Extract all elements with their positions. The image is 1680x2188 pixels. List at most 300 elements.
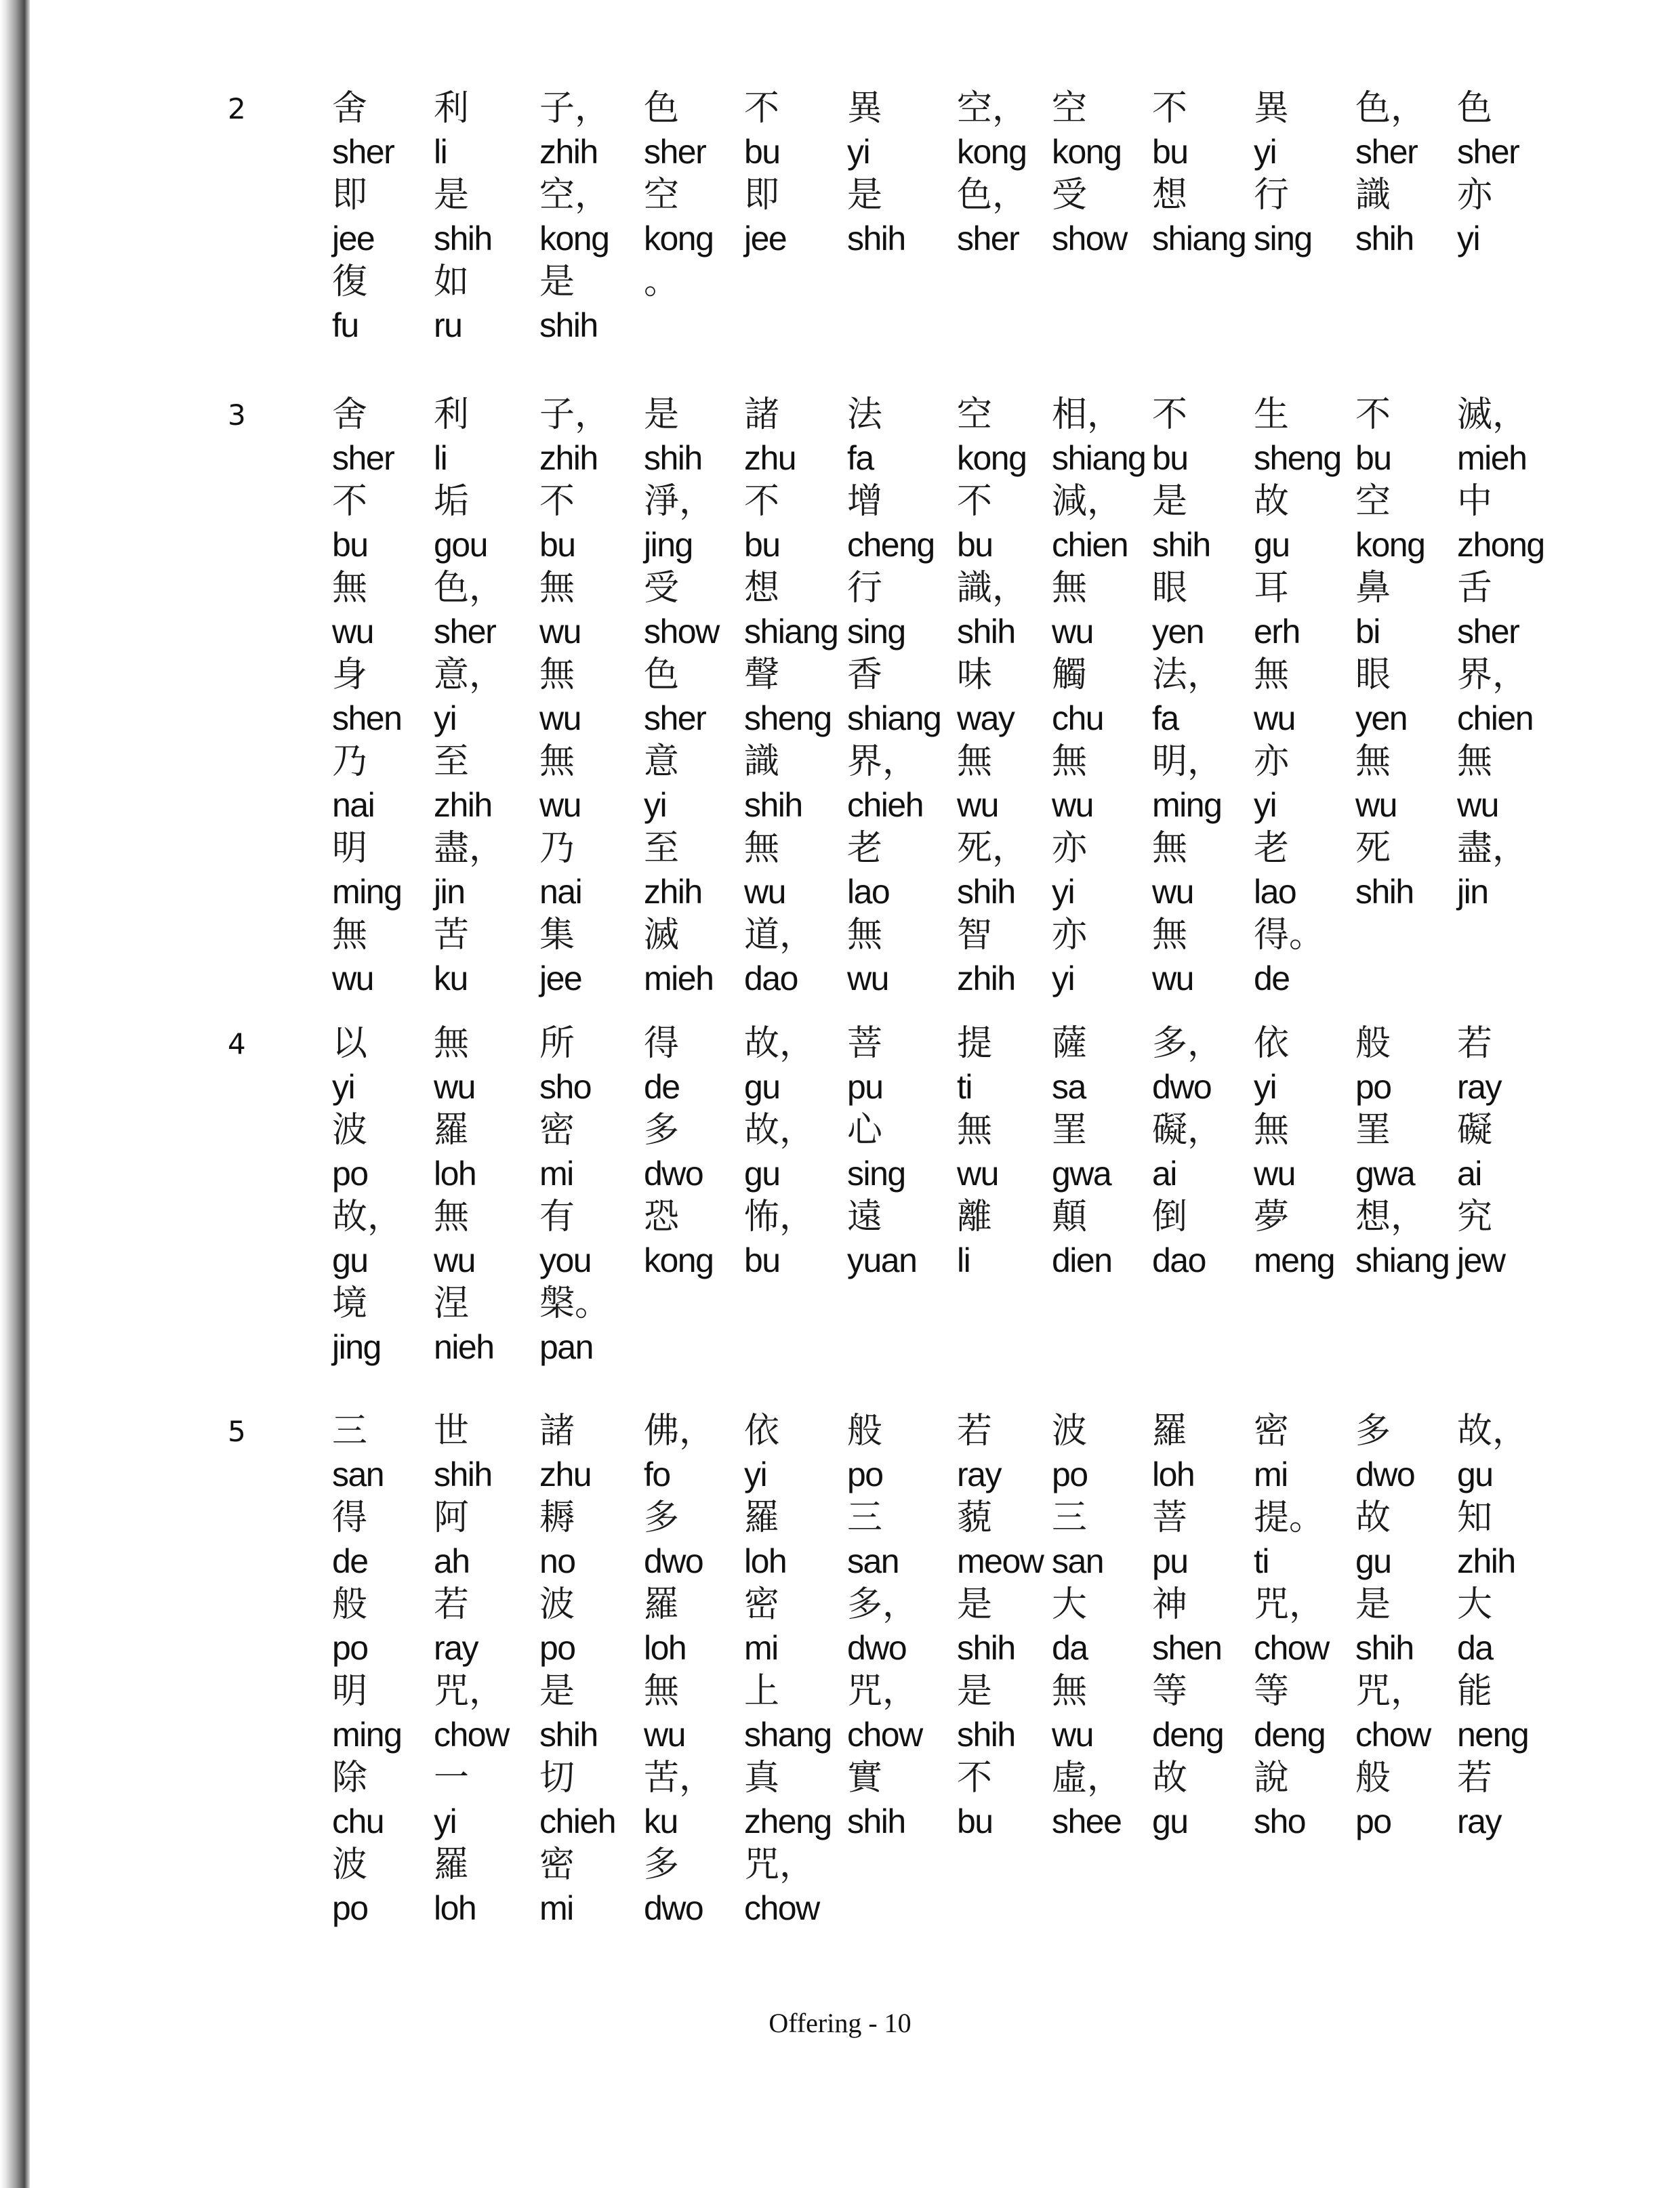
romanized-syllable: gu — [1152, 1802, 1188, 1840]
romanized-syllable: dwo — [644, 1889, 703, 1927]
romanized-syllable: po — [1355, 1068, 1391, 1106]
chinese-char: 藐 — [957, 1498, 993, 1538]
romanized-syllable: wu — [332, 959, 373, 997]
chinese-char: 法 — [847, 394, 883, 435]
chinese-char: 無 — [1254, 655, 1290, 695]
chinese-char: 受 — [644, 568, 680, 608]
chinese-line — [0, 1756, 1680, 1800]
romanized-syllable: kong — [1052, 133, 1122, 171]
chinese-char: 無 — [957, 1110, 993, 1151]
romanized-syllable: shih — [744, 786, 802, 824]
chinese-char: 耨 — [539, 1498, 575, 1538]
chinese-char: 不 — [957, 481, 993, 522]
section-number: 2 — [228, 92, 246, 125]
romanized-syllable: zhu — [744, 439, 796, 477]
chinese-char: 密 — [1254, 1411, 1290, 1451]
chinese-char: 故 — [1355, 1498, 1391, 1538]
romanized-syllable: sher — [332, 133, 394, 171]
chinese-char: 佛， — [644, 1411, 715, 1451]
chinese-char: 是 — [957, 1584, 993, 1625]
chinese-char: 老 — [1254, 828, 1290, 869]
chinese-char: 身 — [332, 655, 368, 695]
romanized-syllable: san — [1052, 1542, 1104, 1580]
chinese-char: 明 — [332, 1671, 368, 1712]
romanized-syllable: bu — [957, 526, 993, 564]
romanized-syllable: da — [1052, 1629, 1088, 1667]
romanized-syllable: chu — [332, 1802, 384, 1840]
romanized-syllable: ray — [1457, 1068, 1501, 1106]
romanized-syllable: po — [847, 1456, 883, 1493]
romanized-syllable: shih — [434, 1456, 492, 1493]
chinese-char: 想 — [1152, 175, 1188, 215]
romanization-line — [0, 130, 1680, 173]
chinese-char: 無 — [957, 741, 993, 782]
romanized-syllable: wu — [539, 786, 581, 824]
romanized-syllable: wu — [434, 1241, 475, 1279]
romanization-line — [0, 783, 1680, 827]
romanized-syllable: sher — [644, 699, 706, 737]
romanized-syllable: wu — [539, 699, 581, 737]
chinese-char: 多， — [1152, 1023, 1223, 1064]
romanized-syllable: da — [1457, 1629, 1493, 1667]
romanized-syllable: li — [434, 439, 447, 477]
romanized-syllable: bu — [744, 133, 780, 171]
romanized-syllable: shih — [539, 1716, 598, 1754]
chinese-char: 多 — [644, 1110, 680, 1151]
chinese-char: 故， — [744, 1023, 815, 1064]
romanized-syllable: ai — [1152, 1155, 1176, 1193]
chinese-char: 提 — [957, 1023, 993, 1064]
romanization-line — [0, 610, 1680, 653]
romanized-syllable: wu — [957, 1155, 998, 1193]
chinese-char: 多， — [847, 1584, 918, 1625]
romanized-syllable: yi — [434, 1802, 457, 1840]
romanized-syllable: dwo — [644, 1155, 703, 1193]
chinese-char: 空 — [1052, 88, 1088, 129]
section-number: 5 — [228, 1415, 246, 1448]
romanized-syllable: pan — [539, 1328, 593, 1366]
romanized-syllable: shih — [1152, 526, 1210, 564]
chinese-char: 滅 — [644, 915, 680, 955]
chinese-char: 心 — [847, 1110, 883, 1151]
chinese-char: 復 — [332, 262, 368, 302]
romanized-syllable: wu — [744, 873, 785, 911]
romanized-syllable: gu — [1457, 1456, 1493, 1493]
romanized-syllable: bi — [1355, 613, 1380, 651]
romanized-syllable: chow — [1355, 1716, 1431, 1754]
chinese-line — [0, 566, 1680, 610]
romanized-syllable: wu — [1052, 1716, 1093, 1754]
romanized-syllable: chow — [847, 1716, 922, 1754]
romanized-syllable: bu — [957, 1802, 993, 1840]
chinese-char: 得 — [644, 1023, 680, 1064]
romanized-syllable: gu — [332, 1241, 368, 1279]
romanized-syllable: dwo — [1355, 1456, 1415, 1493]
chinese-line — [0, 87, 1680, 130]
romanized-syllable: sho — [539, 1068, 592, 1106]
romanized-syllable: sing — [1254, 220, 1312, 257]
romanized-syllable: ku — [644, 1802, 678, 1840]
chinese-line — [0, 1022, 1680, 1065]
romanized-syllable: sher — [332, 439, 394, 477]
romanization-line — [0, 1626, 1680, 1670]
chinese-char: 究 — [1457, 1197, 1493, 1237]
chinese-char: 羅 — [644, 1584, 680, 1625]
romanized-syllable: meow — [957, 1542, 1044, 1580]
romanized-syllable: san — [847, 1542, 899, 1580]
chinese-char: 三 — [1052, 1498, 1088, 1538]
chinese-char: 老 — [847, 828, 883, 869]
romanized-syllable: way — [957, 699, 1015, 737]
romanized-syllable: sher — [957, 220, 1019, 257]
romanized-syllable: chow — [434, 1716, 509, 1754]
romanized-syllable: mi — [539, 1155, 573, 1193]
chinese-char: 上 — [744, 1671, 780, 1712]
chinese-char: 咒， — [1355, 1671, 1427, 1712]
romanized-syllable: shiang — [1052, 439, 1146, 477]
chinese-char: 故， — [744, 1110, 815, 1151]
romanized-syllable: bu — [539, 526, 575, 564]
romanized-syllable: shih — [1355, 220, 1414, 257]
chinese-char: 大 — [1052, 1584, 1088, 1625]
romanized-syllable: you — [539, 1241, 592, 1279]
chinese-char: 羅 — [434, 1844, 470, 1885]
chinese-char: 生 — [1254, 394, 1290, 435]
chinese-char: 死 — [1355, 828, 1391, 869]
chinese-char: 想 — [744, 568, 780, 608]
chinese-char: 是 — [1355, 1584, 1391, 1625]
romanized-syllable: wu — [1052, 786, 1093, 824]
chinese-char: 無 — [332, 915, 368, 955]
chinese-char: 若 — [957, 1411, 993, 1451]
romanized-syllable: chien — [1052, 526, 1128, 564]
chinese-char: 空， — [539, 175, 611, 215]
romanized-syllable: mi — [744, 1629, 778, 1667]
romanized-syllable: jing — [644, 526, 693, 564]
chinese-char: 集 — [539, 915, 575, 955]
chinese-char: 阿 — [434, 1498, 470, 1538]
romanized-syllable: dao — [1152, 1241, 1206, 1279]
romanized-syllable: bu — [744, 526, 780, 564]
romanized-syllable: yi — [332, 1068, 355, 1106]
romanized-syllable: wu — [434, 1068, 475, 1106]
romanized-syllable: ray — [434, 1629, 478, 1667]
chinese-char: 咒， — [1254, 1584, 1325, 1625]
section-number: 4 — [228, 1027, 246, 1060]
chinese-char: 盡， — [1457, 828, 1528, 869]
chinese-char: 境 — [332, 1283, 368, 1324]
chinese-char: 受 — [1052, 175, 1088, 215]
chinese-char: 無 — [539, 568, 575, 608]
chinese-line — [0, 653, 1680, 697]
chinese-char: 等 — [1152, 1671, 1188, 1712]
romanized-syllable: zheng — [744, 1802, 832, 1840]
chinese-line — [0, 1282, 1680, 1325]
chinese-char: 無 — [434, 1197, 470, 1237]
chinese-char: 子， — [539, 394, 611, 435]
chinese-char: 故 — [1254, 481, 1290, 522]
chinese-char: 利 — [434, 88, 470, 129]
romanized-syllable: kong — [957, 439, 1027, 477]
chinese-char: 知 — [1457, 1498, 1493, 1538]
chinese-char: 波 — [332, 1110, 368, 1151]
chinese-line — [0, 1583, 1680, 1626]
chinese-char: 咒， — [434, 1671, 505, 1712]
chinese-line — [0, 913, 1680, 957]
chinese-char: 滅， — [1457, 394, 1528, 435]
chinese-char: 無 — [1152, 828, 1188, 869]
romanized-syllable: chow — [744, 1889, 819, 1927]
romanized-syllable: gu — [1254, 526, 1290, 564]
chinese-char: 遠 — [847, 1197, 883, 1237]
chinese-char: 盡， — [434, 828, 505, 869]
chinese-char: 色 — [644, 88, 680, 129]
romanized-syllable: mieh — [644, 959, 714, 997]
romanized-syllable: shih — [957, 613, 1015, 651]
chinese-char: 明 — [332, 828, 368, 869]
chinese-line — [0, 827, 1680, 870]
chinese-char: 無 — [539, 655, 575, 695]
chinese-char: 恐 — [644, 1197, 680, 1237]
chinese-char: 三 — [847, 1498, 883, 1538]
romanization-line — [0, 1540, 1680, 1583]
romanized-syllable: wu — [332, 613, 373, 651]
chinese-line — [0, 1109, 1680, 1152]
romanized-syllable: yi — [1052, 959, 1075, 997]
chinese-char: 諸 — [539, 1411, 575, 1451]
romanized-syllable: bu — [1355, 439, 1391, 477]
romanized-syllable: shih — [957, 1716, 1015, 1754]
romanized-syllable: shee — [1052, 1802, 1122, 1840]
romanized-syllable: lao — [847, 873, 890, 911]
chinese-char: 般 — [332, 1584, 368, 1625]
romanized-syllable: pu — [1152, 1542, 1188, 1580]
chinese-line — [0, 1670, 1680, 1713]
chinese-char: 不 — [957, 1758, 993, 1798]
chinese-char: 不 — [1152, 88, 1188, 129]
romanized-syllable: ming — [1152, 786, 1222, 824]
romanized-syllable: fu — [332, 306, 358, 344]
page-footer: Offering - 10 — [769, 2008, 911, 2038]
romanized-syllable: wu — [1254, 699, 1295, 737]
romanized-syllable: yi — [434, 699, 457, 737]
chinese-char: 乃 — [332, 741, 368, 782]
chinese-char: 故 — [1152, 1758, 1188, 1798]
romanized-syllable: sheng — [1254, 439, 1341, 477]
chinese-char: 識， — [957, 568, 1028, 608]
chinese-line — [0, 1409, 1680, 1453]
romanized-syllable: deng — [1254, 1716, 1326, 1754]
chinese-char: 除 — [332, 1758, 368, 1798]
romanized-syllable: gwa — [1355, 1155, 1415, 1193]
romanized-syllable: jee — [539, 959, 582, 997]
romanization-line — [0, 1239, 1680, 1282]
romanized-syllable: po — [332, 1629, 368, 1667]
romanized-syllable: zhih — [434, 786, 492, 824]
romanized-syllable: ru — [434, 306, 462, 344]
romanization-line — [0, 304, 1680, 347]
romanization-line — [0, 217, 1680, 260]
romanized-syllable: san — [332, 1456, 384, 1493]
chinese-char: 無 — [1355, 741, 1391, 782]
romanized-syllable: yi — [644, 786, 667, 824]
chinese-char: 諸 — [744, 394, 780, 435]
chinese-char: 羅 — [1152, 1411, 1188, 1451]
chinese-char: 苦 — [434, 915, 470, 955]
chinese-char: 羅 — [744, 1498, 780, 1538]
romanized-syllable: zhih — [957, 959, 1015, 997]
romanization-line — [0, 1325, 1680, 1369]
chinese-char: 鼻 — [1355, 568, 1391, 608]
romanized-syllable: bu — [332, 526, 368, 564]
chinese-char: 亦 — [1254, 741, 1290, 782]
romanized-syllable: fa — [847, 439, 874, 477]
chinese-char: 子， — [539, 88, 611, 129]
romanized-syllable: mieh — [1457, 439, 1527, 477]
romanized-syllable: zhih — [539, 439, 598, 477]
chinese-char: 耳 — [1254, 568, 1290, 608]
romanized-syllable: ming — [332, 1716, 402, 1754]
chinese-char: 般 — [1355, 1758, 1391, 1798]
chinese-char: 虛， — [1052, 1758, 1123, 1798]
chinese-char: 罣 — [1355, 1110, 1391, 1151]
romanized-syllable: chu — [1052, 699, 1104, 737]
romanized-syllable: ah — [434, 1542, 470, 1580]
chinese-char: 智 — [957, 915, 993, 955]
chinese-char: 識 — [744, 741, 780, 782]
chinese-char: 舍 — [332, 394, 368, 435]
chinese-char: 界， — [1457, 655, 1528, 695]
romanized-syllable: shiang — [1152, 220, 1246, 257]
chinese-char: 不 — [1355, 394, 1391, 435]
romanized-syllable: chieh — [847, 786, 924, 824]
romanization-line — [0, 1152, 1680, 1195]
chinese-char: 實 — [847, 1758, 883, 1798]
chinese-line — [0, 1843, 1680, 1886]
romanized-syllable: shiang — [744, 613, 838, 651]
romanized-syllable: dwo — [1152, 1068, 1212, 1106]
romanized-syllable: bu — [1152, 133, 1188, 171]
chinese-char: 垢 — [434, 481, 470, 522]
romanized-syllable: sher — [1457, 613, 1519, 651]
chinese-char: 空 — [957, 394, 993, 435]
chinese-line — [0, 1496, 1680, 1540]
romanized-syllable: ti — [957, 1068, 972, 1106]
romanized-syllable: sher — [1355, 133, 1418, 171]
chinese-line — [0, 480, 1680, 523]
chinese-char: 多 — [644, 1498, 680, 1538]
romanized-syllable: sher — [644, 133, 706, 171]
chinese-char: 離 — [957, 1197, 993, 1237]
chinese-char: 咒， — [744, 1844, 815, 1885]
romanized-syllable: wu — [847, 959, 888, 997]
chinese-char: 即 — [744, 175, 780, 215]
romanized-syllable: shih — [1355, 873, 1414, 911]
romanized-syllable: zhih — [1457, 1542, 1515, 1580]
romanized-syllable: show — [644, 613, 719, 651]
romanized-syllable: wu — [539, 613, 581, 651]
romanized-syllable: no — [539, 1542, 575, 1580]
romanized-syllable: zhih — [539, 133, 598, 171]
romanized-syllable: de — [332, 1542, 368, 1580]
chinese-char: 波 — [332, 1844, 368, 1885]
romanized-syllable: dao — [744, 959, 798, 997]
romanized-syllable: ray — [1457, 1802, 1501, 1840]
chinese-char: 至 — [434, 741, 470, 782]
romanized-syllable: ku — [434, 959, 468, 997]
romanized-syllable: bu — [1152, 439, 1188, 477]
romanized-syllable: chieh — [539, 1802, 616, 1840]
romanized-syllable: gu — [1355, 1542, 1391, 1580]
chinese-char: 死， — [957, 828, 1028, 869]
romanized-syllable: sing — [847, 613, 905, 651]
chinese-char: 無 — [539, 741, 575, 782]
romanized-syllable: loh — [1152, 1456, 1195, 1493]
romanized-syllable: wu — [644, 1716, 685, 1754]
chinese-char: 不 — [539, 481, 575, 522]
romanized-syllable: shih — [957, 1629, 1015, 1667]
romanized-syllable: mi — [1254, 1456, 1288, 1493]
romanized-syllable: wu — [1152, 959, 1193, 997]
romanized-syllable: yen — [1355, 699, 1408, 737]
romanized-syllable: bu — [744, 1241, 780, 1279]
romanized-syllable: wu — [1355, 786, 1397, 824]
romanization-line — [0, 870, 1680, 913]
chinese-char: 大 — [1457, 1584, 1493, 1625]
chinese-char: 礙， — [1152, 1110, 1223, 1151]
romanized-syllable: yen — [1152, 613, 1204, 651]
chinese-char: 空 — [644, 175, 680, 215]
romanized-syllable: dwo — [644, 1542, 703, 1580]
romanized-syllable: yi — [1254, 133, 1277, 171]
romanized-syllable: yi — [1254, 1068, 1277, 1106]
chinese-char: 羅 — [434, 1110, 470, 1151]
romanized-syllable: shih — [847, 1802, 905, 1840]
romanized-syllable: shiang — [1355, 1241, 1450, 1279]
romanized-syllable: nieh — [434, 1328, 494, 1366]
chinese-char: 得。 — [1254, 915, 1325, 955]
chinese-char: 乃 — [539, 828, 575, 869]
chinese-char: 眼 — [1152, 568, 1188, 608]
chinese-char: 味 — [957, 655, 993, 695]
chinese-char: 無 — [1052, 741, 1088, 782]
chinese-char: 般 — [1355, 1023, 1391, 1064]
chinese-char: 真 — [744, 1758, 780, 1798]
romanization-line — [0, 523, 1680, 566]
chinese-char: 意 — [644, 741, 680, 782]
chinese-char: 想， — [1355, 1197, 1427, 1237]
romanized-syllable: zhong — [1457, 526, 1544, 564]
chinese-char: 行 — [1254, 175, 1290, 215]
chinese-char: 若 — [1457, 1023, 1493, 1064]
romanized-syllable: lao — [1254, 873, 1296, 911]
chinese-char: 不 — [1152, 394, 1188, 435]
romanized-syllable: de — [644, 1068, 680, 1106]
chinese-char: 咒， — [847, 1671, 918, 1712]
chinese-char: 相， — [1052, 394, 1123, 435]
chinese-char: 顛 — [1052, 1197, 1088, 1237]
romanized-syllable: nai — [539, 873, 582, 911]
romanized-syllable: sho — [1254, 1802, 1306, 1840]
romanized-syllable: chien — [1457, 699, 1534, 737]
chinese-char: 無 — [1152, 915, 1188, 955]
romanized-syllable: shiang — [847, 699, 941, 737]
romanized-syllable: shih — [847, 220, 905, 257]
romanized-syllable: pu — [847, 1068, 883, 1106]
romanized-syllable: po — [332, 1889, 368, 1927]
chinese-line — [0, 1195, 1680, 1239]
romanized-syllable: sheng — [744, 699, 832, 737]
